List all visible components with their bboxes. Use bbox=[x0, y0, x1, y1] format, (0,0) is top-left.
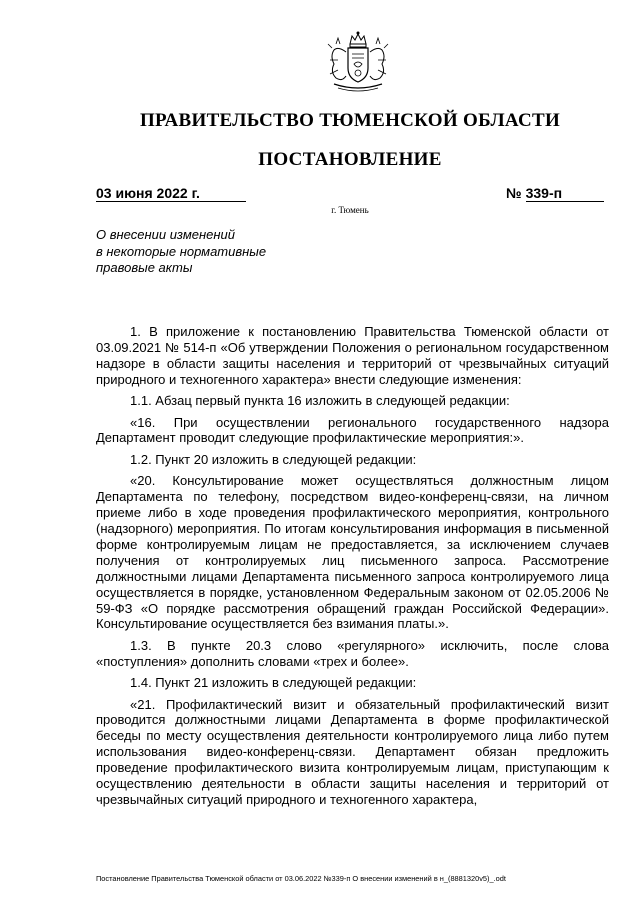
document-date: 03 июня 2022 г. bbox=[96, 186, 246, 202]
document-subject bbox=[96, 227, 336, 277]
document-body bbox=[96, 324, 609, 813]
subject-line: правовые акты bbox=[96, 260, 193, 275]
document-number bbox=[506, 186, 606, 202]
page-footer: Постановление Правительства Тюменской области от 03.06.2022 №339-п О внесении изменений в н_(8881320v5)_.odt bbox=[96, 874, 506, 883]
body-paragraph: «20. Консультирование может осуществляться должностным лицом Департамента по телефону, посредством видео-конференц-связи, на личном приеме либо в ходе проведения профилактического мероприятия, контрольного (надзорного) мероприятия. По итогам консультирования информация в письменной форме контролируемым лицам не предоставляется, за исключением случаев получения от контролируемых лиц письменного запроса. Рассмотрение должностными лицами Департамента письменного запроса контролируемого лица осуществляется в порядке, установленном Федеральным законом от 02.05.2006 № 59-ФЗ «О порядке рассмотрения обращений граждан Российской Федерации». Консультирование осуществляется без взимания платы.». bbox=[96, 473, 609, 632]
body-paragraph: 1.3. В пункте 20.3 слово «регулярного» исключить, после слова «поступления» дополнить словами «трех и более». bbox=[96, 637, 609, 669]
body-paragraph: «21. Профилактический визит и обязательный профилактический визит проводится должностными лицами Департамента в форме профилактической беседы по месту осуществления деятельности контролируемого лица либо путем использования видео-конференц-связи. Департамент обязан предложить проведение профилактического визита контролируемым лицам, приступающим к осуществлению деятельности в области защиты населения и территорий от чрезвычайных ситуаций природного и техногенного характера, bbox=[96, 696, 609, 807]
subject-line: О внесении изменений bbox=[96, 227, 235, 242]
body-paragraph: 1. В приложение к постановлению Правительства Тюменской области от 03.09.2021 № 514-п «Об утверждении Положения о региональном государственном надзоре в области защиты населения и территорий от чрезвычайных ситуаций природного и техногенного характера» внести следующие изменения: bbox=[96, 324, 609, 387]
document-type-title: ПОСТАНОВЛЕНИЕ bbox=[258, 149, 442, 170]
coat-of-arms-icon bbox=[316, 30, 400, 94]
body-paragraph: 1.4. Пункт 21 изложить в следующей редакции: bbox=[130, 675, 417, 691]
organization-title: ПРАВИТЕЛЬСТВО ТЮМЕНСКОЙ ОБЛАСТИ bbox=[139, 110, 561, 131]
number-value: 339-п bbox=[526, 186, 604, 202]
city-label: г. Тюмень bbox=[331, 205, 369, 215]
body-paragraph: «16. При осуществлении регионального государственного надзора Департамент проводит следующие профилактические мероприятия:». bbox=[96, 414, 609, 446]
subject-line: в некоторые нормативные bbox=[96, 243, 267, 259]
number-sign: № bbox=[506, 185, 522, 201]
body-paragraph: 1.1. Абзац первый пункта 16 изложить в следующей редакции: bbox=[130, 393, 510, 409]
body-paragraph: 1.2. Пункт 20 изложить в следующей редакции: bbox=[130, 451, 417, 467]
